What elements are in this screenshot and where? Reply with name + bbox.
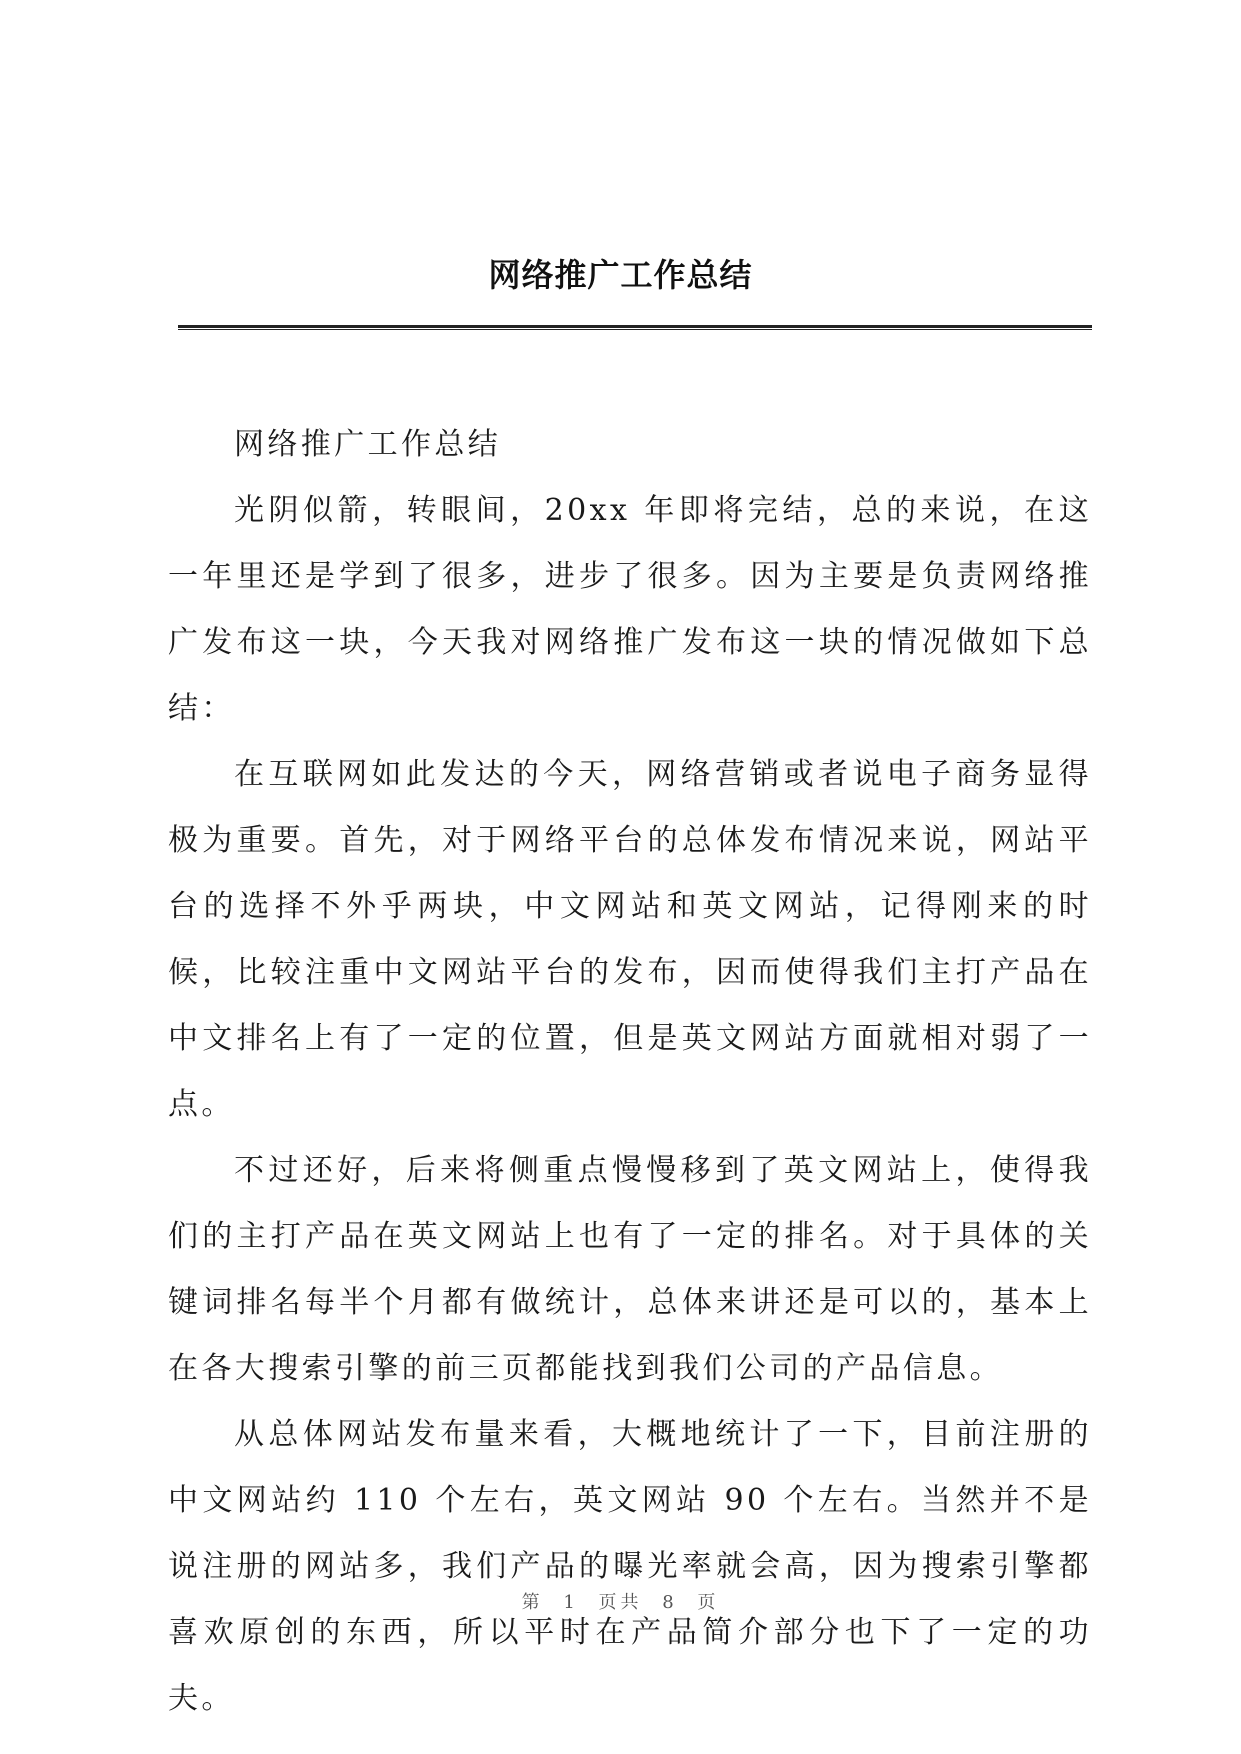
page-number-footer: 第 1 页共 8 页 — [521, 1592, 720, 1613]
paragraph: 光阴似箭，转眼间，20xx 年即将完结，总的来说，在这一年里还是学到了很多，进步了很多。因为主要是负责网络推广发布这一块，今天我对网络推广发布这一块的情况做如下总结： — [168, 493, 1092, 726]
paragraph: 在互联网如此发达的今天，网络营销或者说电子商务显得极为重要。首先，对于网络平台的总体发布情况来说，网站平台的选择不外乎两块，中文网站和英文网站，记得刚来的时候，比较注重中文网站平台的发布，因而使得我们主打产品在中文排名上有了一定的位置，但是英文网站方面就相对弱了一点。 — [168, 757, 1092, 1122]
title-divider — [178, 325, 1092, 330]
paragraph: 不过还好，后来将侧重点慢慢移到了英文网站上，使得我们的主打产品在英文网站上也有了一定的排名。对于具体的关键词排名每半个月都有做统计，总体来讲还是可以的，基本上在各大搜索引擎的前三页都能找到我们公司的产品信息。 — [168, 1153, 1092, 1386]
document-title: 网络推广工作总结 — [488, 256, 753, 294]
document-body — [168, 412, 1092, 1732]
paragraph-heading: 网络推广工作总结 — [234, 427, 502, 462]
paragraph: 从总体网站发布量来看，大概地统计了一下，目前注册的中文网站约 110 个左右，英文网站 90 个左右。当然并不是说注册的网站多，我们产品的曝光率就会高，因为搜索引擎都喜欢原创的东西，所以平时在产品简介部分也下了一定的功夫。 — [168, 1417, 1092, 1716]
